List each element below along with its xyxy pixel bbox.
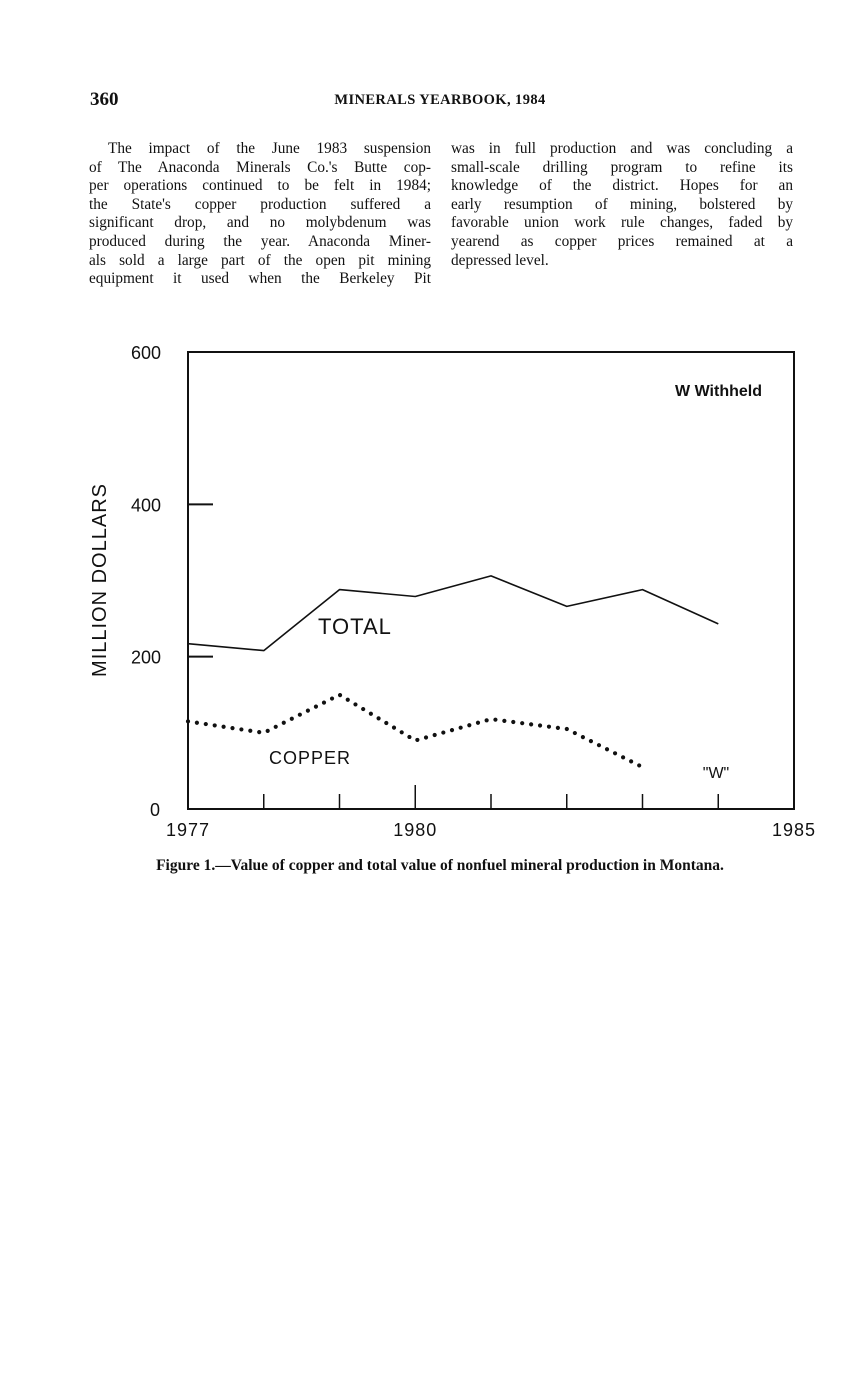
text-line: depressed level. xyxy=(451,251,549,269)
text-line: of The Anaconda Minerals Co.'s Butte cop- xyxy=(89,158,431,176)
text-line: The impact of the June 1983 suspension xyxy=(108,140,431,157)
series-label-copper: COPPER xyxy=(269,748,352,768)
text-line: equipment it used when the Berkeley Pit xyxy=(89,270,431,288)
y-axis-ticks xyxy=(131,343,213,820)
figure-caption: Figure 1.—Value of copper and total value of nonfuel mineral production in Montana. xyxy=(156,857,724,874)
page-number: 360 xyxy=(90,89,119,110)
series-label-total: TOTAL xyxy=(318,614,392,639)
series-line-copper xyxy=(188,695,643,767)
y-tick-label: 400 xyxy=(130,495,161,516)
series-line-total xyxy=(188,576,718,651)
text-line: was in full production and was concluding a xyxy=(451,140,793,157)
text-line: significant drop, and no molybdenum was xyxy=(89,214,431,232)
text-line: per operations continued to be felt in 1984; xyxy=(89,177,431,195)
text-line: als sold a large part of the open pit mining xyxy=(89,251,431,269)
text-line: knowledge of the district. Hopes for an xyxy=(451,177,793,195)
series-layer xyxy=(188,576,718,767)
x-tick-label: 1980 xyxy=(393,820,438,840)
x-tick-label: 1977 xyxy=(165,820,211,840)
text-line: the State's copper production suffered a xyxy=(89,195,431,213)
y-axis-label: MILLION DOLLARS xyxy=(89,483,111,677)
x-axis-ticks xyxy=(166,785,816,840)
running-head: MINERALS YEARBOOK, 1984 xyxy=(334,92,546,108)
withheld-annotation: "W" xyxy=(702,765,730,782)
plot-frame xyxy=(188,352,794,809)
text-line: yearend as copper prices remained at a xyxy=(451,232,793,250)
y-tick-label: 200 xyxy=(130,647,161,668)
x-tick-label: 1985 xyxy=(771,820,817,840)
text-line: small-scale drilling program to refine its xyxy=(451,158,793,176)
text-line: favorable union work rule changes, faded by xyxy=(451,214,793,232)
legend-note: W Withheld xyxy=(675,383,762,400)
text-line: produced during the year. Anaconda Miner- xyxy=(89,232,431,250)
text-line: early resumption of mining, bolstered by xyxy=(451,195,793,213)
y-tick-label: 0 xyxy=(149,800,160,820)
y-tick-label: 600 xyxy=(130,343,161,363)
